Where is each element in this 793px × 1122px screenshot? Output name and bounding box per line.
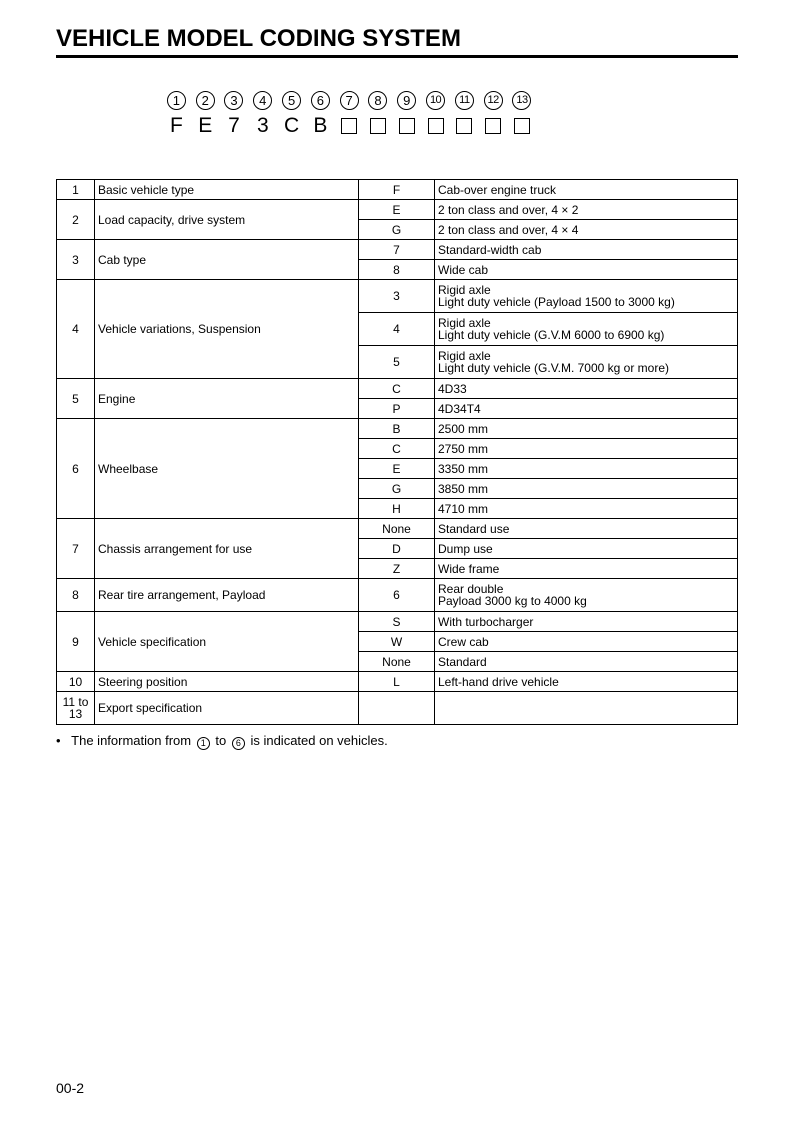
option-code-cell	[359, 346, 435, 379]
item-number: 11 to	[62, 695, 89, 709]
position-number-circle: 12	[484, 91, 503, 110]
option-code-cell	[359, 579, 435, 612]
option-description-cell	[435, 519, 738, 539]
item-number: 10	[68, 674, 83, 689]
position-cell	[364, 91, 393, 110]
position-cell	[306, 91, 335, 110]
footnote-text-after: is indicated on vehicles.	[250, 733, 388, 748]
option-description-line: Standard-width cab	[438, 242, 542, 257]
option-description-line: Payload 3000 kg to 4000 kg	[438, 594, 587, 608]
option-description-cell	[435, 280, 738, 313]
option-code-cell	[359, 479, 435, 499]
option-code-cell	[359, 260, 435, 280]
option-description-line: Rigid axle	[438, 316, 491, 330]
table-row	[57, 200, 738, 220]
item-number-cell	[57, 612, 95, 672]
option-code-cell	[359, 439, 435, 459]
option-description-line: 3350 mm	[438, 461, 489, 476]
position-cell	[191, 91, 220, 110]
empty-code-box	[456, 118, 472, 134]
code-cell	[450, 117, 479, 135]
option-code-cell	[359, 559, 435, 579]
option-code: E	[392, 202, 401, 217]
table-row	[57, 692, 738, 725]
empty-code-box	[341, 118, 357, 134]
position-cell	[508, 90, 537, 110]
item-number-cell	[57, 240, 95, 280]
option-description-line: 4710 mm	[438, 501, 489, 516]
item-name-cell	[95, 519, 359, 579]
option-description-line: 2750 mm	[438, 441, 489, 456]
table-row	[57, 519, 738, 539]
position-number-circle: 3	[224, 91, 243, 110]
option-code: 6	[393, 588, 400, 602]
option-code: W	[390, 634, 403, 649]
option-description-line: Dump use	[438, 541, 493, 556]
option-description-cell	[435, 419, 738, 439]
item-number-cell	[57, 519, 95, 579]
item-name-cell	[95, 419, 359, 519]
position-cell	[162, 91, 191, 110]
position-number-circle: 5	[282, 91, 301, 110]
option-code-cell	[359, 200, 435, 220]
option-code-cell	[359, 672, 435, 692]
item-name: Rear tire arrangement, Payload	[98, 588, 266, 602]
empty-code-box	[514, 118, 530, 134]
footnote-from-position: 1	[197, 737, 210, 750]
option-code-cell	[359, 419, 435, 439]
empty-code-box	[370, 118, 386, 134]
option-description-line: 4D34T4	[438, 401, 481, 416]
item-name-cell	[95, 612, 359, 672]
option-code-cell	[359, 652, 435, 672]
option-code: 8	[393, 262, 400, 277]
option-description-cell	[435, 459, 738, 479]
item-number-cell	[57, 200, 95, 240]
position-cell	[479, 90, 508, 110]
position-number-circle: 2	[196, 91, 215, 110]
code-cell	[191, 114, 220, 138]
option-description-line: Wide frame	[438, 561, 500, 576]
item-number: 8	[72, 588, 79, 602]
option-description-line: With turbocharger	[438, 614, 534, 629]
option-code-cell	[359, 313, 435, 346]
item-name: Cab type	[98, 252, 147, 267]
page-number: 00-2	[56, 1080, 85, 1096]
option-description-line: Standard	[438, 654, 487, 669]
option-code-cell	[359, 220, 435, 240]
option-code-cell	[359, 240, 435, 260]
option-description-cell	[435, 240, 738, 260]
option-description-line: Light duty vehicle (Payload 1500 to 3000 kg)	[438, 295, 675, 309]
code-cell	[508, 117, 537, 135]
option-description-line: Rigid axle	[438, 349, 491, 363]
model-code-letter: 3	[256, 114, 269, 137]
item-number: 2	[72, 212, 79, 227]
item-number-cell	[57, 379, 95, 419]
option-code: G	[391, 481, 402, 496]
option-code-cell	[359, 280, 435, 313]
position-number-circle: 4	[253, 91, 272, 110]
item-name-cell	[95, 379, 359, 419]
item-name: Engine	[98, 391, 136, 406]
table-row	[57, 419, 738, 439]
page-title: VEHICLE MODEL CODING SYSTEM	[56, 25, 461, 52]
position-cell	[335, 91, 364, 110]
option-description-cell	[435, 612, 738, 632]
position-number-circle: 11	[455, 91, 474, 110]
position-cell	[450, 90, 479, 110]
code-cell	[364, 117, 393, 135]
option-description-line: 2 ton class and over, 4 × 4	[438, 222, 579, 237]
table-row	[57, 579, 738, 612]
item-number-cell	[57, 672, 95, 692]
item-name: Steering position	[98, 674, 188, 689]
code-cell	[335, 117, 364, 135]
item-number: 3	[72, 252, 79, 267]
option-description-cell	[435, 313, 738, 346]
option-description-cell	[435, 220, 738, 240]
option-description-line: 3850 mm	[438, 481, 489, 496]
model-code-letter: B	[313, 114, 328, 137]
option-description-cell	[435, 346, 738, 379]
position-cell	[248, 91, 277, 110]
option-description-cell	[435, 539, 738, 559]
option-description-cell	[435, 399, 738, 419]
option-code: 5	[393, 355, 400, 369]
position-number-circle: 9	[397, 91, 416, 110]
option-description-line: 4D33	[438, 381, 467, 396]
footnote	[56, 733, 388, 750]
option-description-cell	[435, 692, 738, 725]
option-code: C	[392, 441, 401, 456]
position-number-circle: 8	[368, 91, 387, 110]
position-cell	[421, 90, 450, 110]
option-code-cell	[359, 379, 435, 399]
item-name-cell	[95, 240, 359, 280]
option-code: L	[393, 674, 400, 689]
option-code-cell	[359, 612, 435, 632]
position-number-circle: 10	[426, 91, 445, 110]
option-description-cell	[435, 260, 738, 280]
empty-code-box	[485, 118, 501, 134]
item-number-cell	[57, 692, 95, 725]
empty-code-box	[428, 118, 444, 134]
footnote-bullet: •	[56, 733, 61, 748]
option-description-line: Standard use	[438, 521, 510, 536]
table-row	[57, 280, 738, 313]
item-name: Export specification	[98, 701, 203, 715]
position-number-circle: 7	[340, 91, 359, 110]
item-name-cell	[95, 200, 359, 240]
item-name-cell	[95, 180, 359, 200]
code-cell	[162, 114, 191, 138]
code-cell	[306, 114, 335, 138]
item-number-cell	[57, 419, 95, 519]
item-number: 13	[68, 707, 83, 721]
option-description-cell	[435, 479, 738, 499]
option-code: Z	[392, 561, 401, 576]
option-code: E	[392, 461, 401, 476]
option-code-cell	[359, 459, 435, 479]
option-code: G	[391, 222, 402, 237]
option-description-line: Cab-over engine truck	[438, 182, 557, 197]
option-description-cell	[435, 652, 738, 672]
code-cell	[277, 114, 306, 138]
option-code: 4	[393, 322, 400, 336]
model-code-letter: E	[198, 114, 213, 137]
item-number: 6	[72, 461, 79, 476]
option-description-cell	[435, 499, 738, 519]
option-description-line: Light duty vehicle (G.V.M 6000 to 6900 kg)	[438, 328, 665, 342]
item-number-cell	[57, 280, 95, 379]
item-number: 9	[72, 634, 79, 649]
option-code: P	[392, 401, 401, 416]
option-code-cell	[359, 499, 435, 519]
option-description-cell	[435, 180, 738, 200]
option-description-line: 2 ton class and over, 4 × 2	[438, 202, 579, 217]
option-code-cell	[359, 180, 435, 200]
code-cell	[248, 114, 277, 138]
position-cell	[220, 91, 249, 110]
option-code-cell	[359, 519, 435, 539]
option-description-line: Crew cab	[438, 634, 489, 649]
option-code-cell	[359, 399, 435, 419]
option-code: B	[392, 421, 401, 436]
item-number: 1	[72, 182, 79, 197]
item-name-cell	[95, 280, 359, 379]
model-code-row	[162, 113, 536, 139]
option-description-cell	[435, 672, 738, 692]
item-name: Basic vehicle type	[98, 182, 195, 197]
option-code-cell	[359, 539, 435, 559]
item-name: Load capacity, drive system	[98, 212, 246, 227]
option-description-line: Rear double	[438, 582, 504, 596]
position-cell	[277, 91, 306, 110]
item-name-cell	[95, 672, 359, 692]
option-code-cell	[359, 632, 435, 652]
option-code: 3	[393, 289, 400, 303]
item-number: 7	[72, 541, 79, 556]
option-description-cell	[435, 379, 738, 399]
code-cell	[479, 117, 508, 135]
item-number: 4	[72, 322, 79, 336]
code-cell	[421, 117, 450, 135]
item-name: Wheelbase	[98, 461, 159, 476]
option-code: C	[392, 381, 401, 396]
item-name-cell	[95, 692, 359, 725]
option-code: None	[382, 654, 411, 669]
position-number-circle: 1	[167, 91, 186, 110]
table-row	[57, 180, 738, 200]
table-row	[57, 379, 738, 399]
item-number: 5	[72, 391, 79, 406]
option-description-line: 2500 mm	[438, 421, 489, 436]
position-number-circle: 6	[311, 91, 330, 110]
position-numbers-row	[162, 87, 536, 113]
option-description-cell	[435, 632, 738, 652]
option-description-cell	[435, 200, 738, 220]
model-code-letter: 7	[228, 114, 240, 137]
footnote-text-before: The information from	[71, 733, 192, 748]
option-code: None	[382, 521, 411, 536]
table-row	[57, 672, 738, 692]
option-description-cell	[435, 559, 738, 579]
model-code-diagram	[162, 87, 536, 139]
item-name-cell	[95, 579, 359, 612]
table-row	[57, 612, 738, 632]
empty-code-box	[399, 118, 415, 134]
option-description-line: Rigid axle	[438, 283, 491, 297]
coding-table	[56, 179, 738, 725]
model-code-letter: F	[169, 114, 183, 137]
option-code-cell	[359, 692, 435, 725]
position-number-circle: 13	[512, 91, 531, 110]
item-name: Vehicle specification	[98, 634, 207, 649]
option-code: H	[392, 501, 401, 516]
option-code: F	[392, 182, 401, 197]
position-cell	[392, 91, 421, 110]
option-code: D	[392, 541, 401, 556]
code-cell	[220, 114, 249, 138]
option-description-line: Left-hand drive vehicle	[438, 674, 559, 689]
option-description-cell	[435, 579, 738, 612]
option-description-cell	[435, 439, 738, 459]
item-name: Chassis arrangement for use	[98, 541, 253, 556]
option-code: 7	[393, 242, 400, 257]
option-description-line: Light duty vehicle (G.V.M. 7000 kg or more)	[438, 361, 669, 375]
item-name: Vehicle variations, Suspension	[98, 322, 261, 336]
footnote-to-position: 6	[232, 737, 245, 750]
code-cell	[392, 117, 421, 135]
title-underline	[56, 55, 738, 58]
footnote-text-mid: to	[215, 733, 227, 748]
item-number-cell	[57, 180, 95, 200]
table-row	[57, 240, 738, 260]
option-code: S	[392, 614, 401, 629]
option-description-line: Wide cab	[438, 262, 489, 277]
model-code-letter: C	[284, 114, 300, 137]
item-number-cell	[57, 579, 95, 612]
